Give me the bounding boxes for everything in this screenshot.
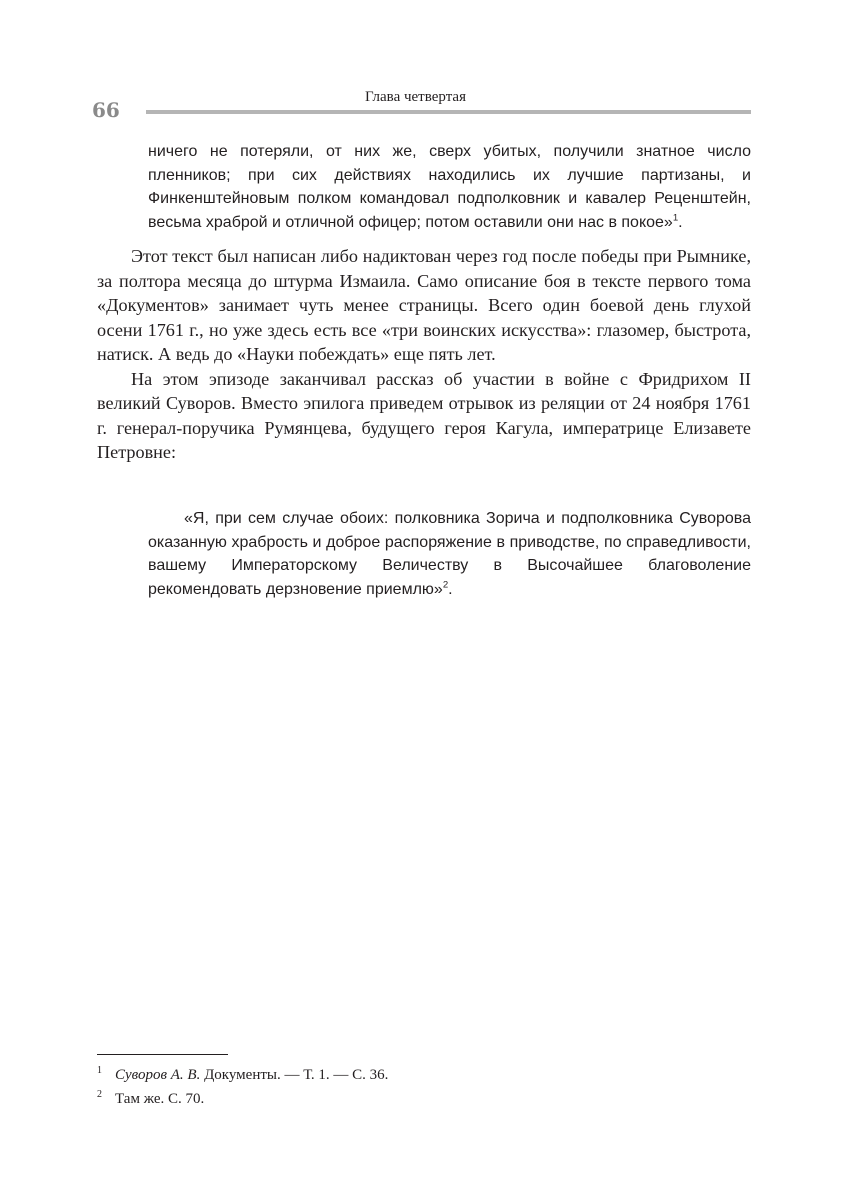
- page-number: 66: [92, 98, 120, 122]
- body-text: [97, 244, 751, 465]
- block-quote: [148, 507, 751, 601]
- header-rule: [146, 110, 751, 114]
- running-head: Глава четвертая: [365, 89, 466, 105]
- quote-text: «Я, при сем случае обоих: полковника Зорича и подполковника Суворова оказанную храбрость и доброе распоряжение в приводстве, по справедливости, вашему Императорскому Величеству в Высочайшее благоволение рекомендовать дерзновение приемлю»: [148, 510, 751, 598]
- body-paragraph: Этот текст был написан либо надиктован через год после победы при Рымнике, за полтора месяца до штурма Измаила. Само описание боя в тексте первого тома «Документов» занимает чуть менее страницы. Всего один боевой день глухой осени 1761 г., но уже здесь есть все «три воинских искусства»: глазомер, быстрота, натиск. А ведь до «Науки побеждать» еще пять лет.: [97, 246, 751, 364]
- quote-period: .: [448, 580, 453, 598]
- footnote-text: Документы. — Т. 1. — С. 36.: [200, 1067, 389, 1083]
- footnote-ref: 2: [442, 579, 449, 591]
- footnote: 2 Там же. С. 70.: [97, 1089, 205, 1107]
- body-paragraph: На этом эпизоде заканчивал рассказ об участии в войне с Фридрихом II великий Суворов. Вместо эпилога приведем отрывок из реляции от 24 ноября 1761 г. генерал-поручика Румянцева, будущего героя Кагула, императрице Елизавете Петровне:: [97, 368, 751, 462]
- quote-period: .: [678, 213, 683, 231]
- footnote-rule: [97, 1054, 228, 1055]
- footnote-author: Суворов А. В.: [115, 1067, 201, 1083]
- quote-text: ничего не потеряли, от них же, сверх убитых, получили знатное число пленников; при сих действиях находились их лучшие партизаны, и Финкенштейновым полком командовал подполковник и кавалер Реценштейн, весьма храброй и отличной офицер; потом оставили они нас в покое»: [148, 143, 751, 231]
- block-quote-continued: [148, 140, 751, 234]
- footnotes: [97, 1063, 751, 1111]
- footnote-text: Там же. С. 70.: [115, 1091, 205, 1107]
- footnote-ref: 1: [672, 212, 679, 224]
- footnote: 1 Суворов А. В. Документы. — Т. 1. — С. 36.: [97, 1065, 389, 1083]
